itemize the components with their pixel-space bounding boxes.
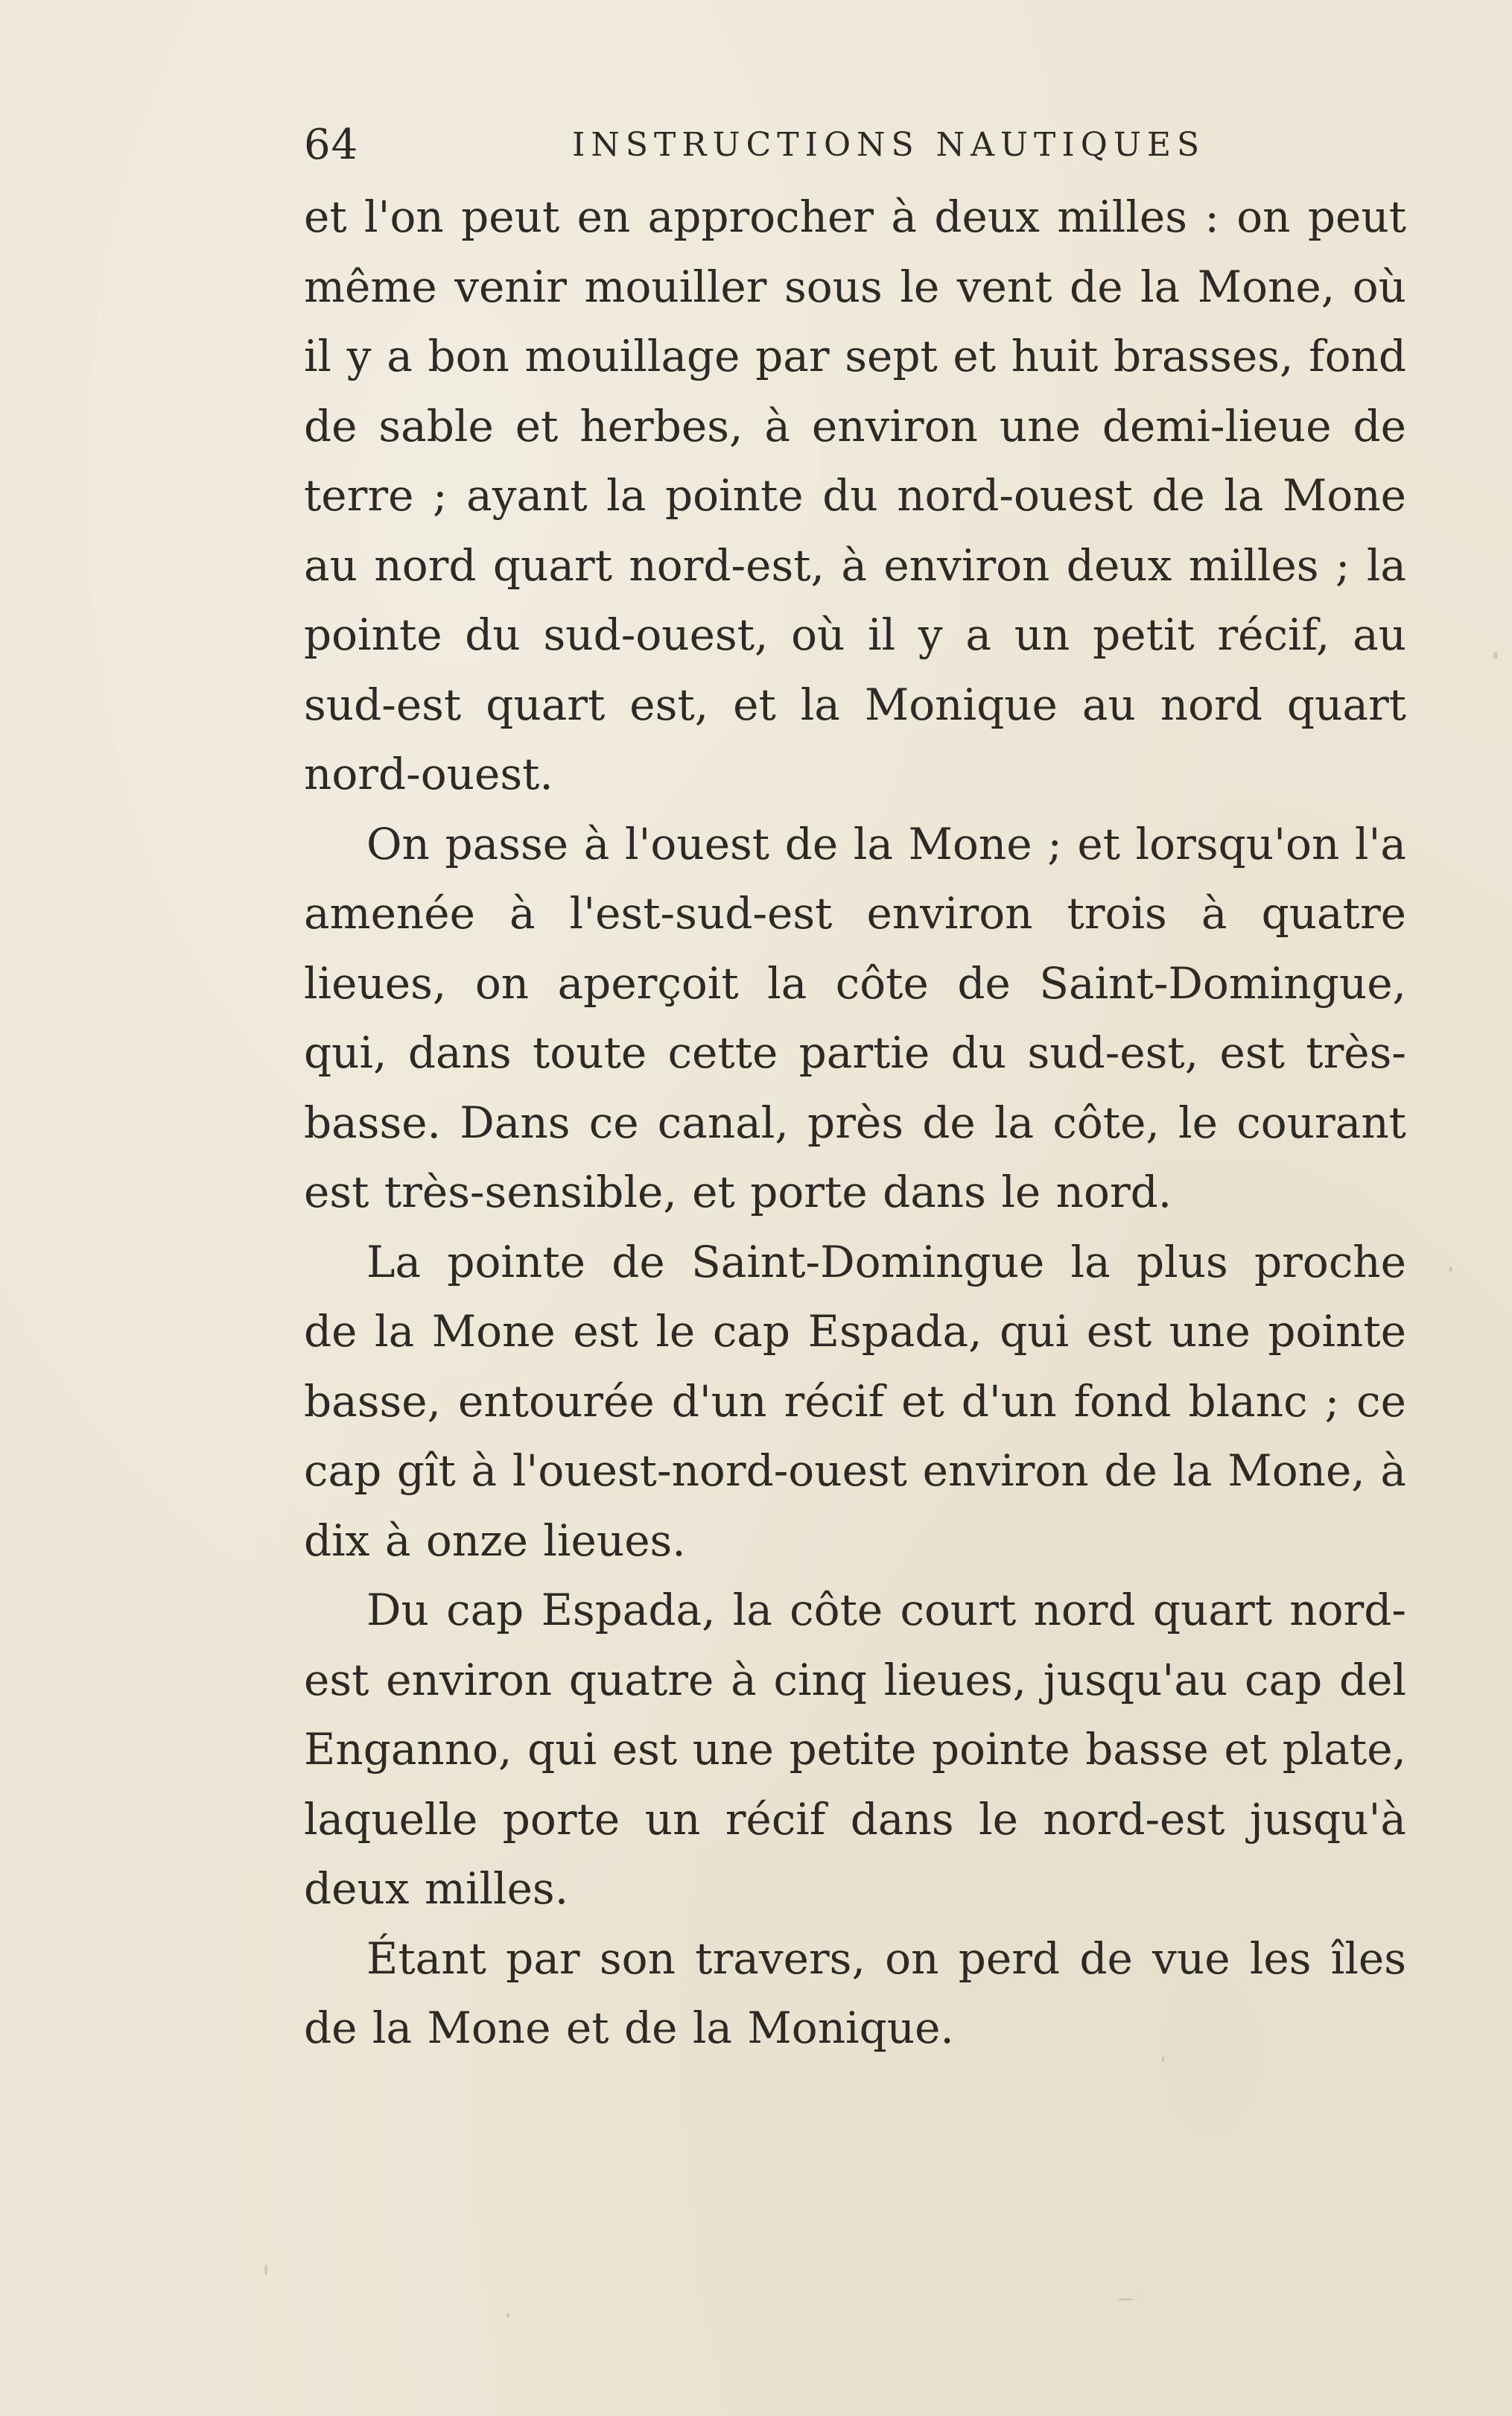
- paper-speck: [1117, 2298, 1134, 2301]
- paragraph-4: Du cap Espada, la côte court nord quart nord-est environ quatre à cinq lieues, jusqu'au cap del Enganno, qui est une petite pointe basse et plate, laquelle porte un récif dans le nord-est jusqu'à deux milles.: [304, 1585, 1406, 1914]
- running-title: INSTRUCTIONS NAUTIQUES: [572, 126, 1206, 164]
- paragraph-2: On passe à l'ouest de la Mone ; et lorsqu'on l'a amenée à l'est-sud-est environ trois à quatre lieues, on aperçoit la côte de Saint-Domingue, qui, dans toute cette partie du sud-est, est très-basse. Dans ce canal, près de la côte, le courant est très-sensible, et porte dans le nord.: [304, 818, 1406, 1217]
- paragraph-5: Étant par son travers, on perd de vue les îles de la Mone et de la Monique.: [304, 1933, 1406, 2053]
- paper-speck: [1493, 652, 1498, 659]
- paper-speck: [506, 2313, 509, 2318]
- paper-speck: [264, 2265, 267, 2275]
- paper-speck: [1162, 2056, 1164, 2062]
- paper-speck: [1449, 1266, 1452, 1272]
- running-head: [304, 112, 1406, 179]
- paragraph-3: La pointe de Saint-Domingue la plus proche de la Mone est le cap Espada, qui est une pointe basse, entourée d'un récif et d'un fond blanc ; ce cap gît à l'ouest-nord-ouest environ de la Mone, à dix à onze lieues.: [304, 1236, 1406, 1566]
- paragraph-1: et l'on peut en approcher à deux milles : on peut même venir mouiller sous le vent de la Mone, où il y a bon mouillage par sept et huit brasses, fond de sable et herbes, à environ une demi-lieue de terre ; ayant la pointe du nord-ouest de la Mone au nord quart nord-est, à environ deux milles ; la pointe du sud-ouest, où il y a un petit récif, au sud-est quart est, et la Monique au nord quart nord-ouest.: [304, 191, 1406, 799]
- page-number: 64: [304, 121, 359, 169]
- body-text: [304, 183, 1406, 2064]
